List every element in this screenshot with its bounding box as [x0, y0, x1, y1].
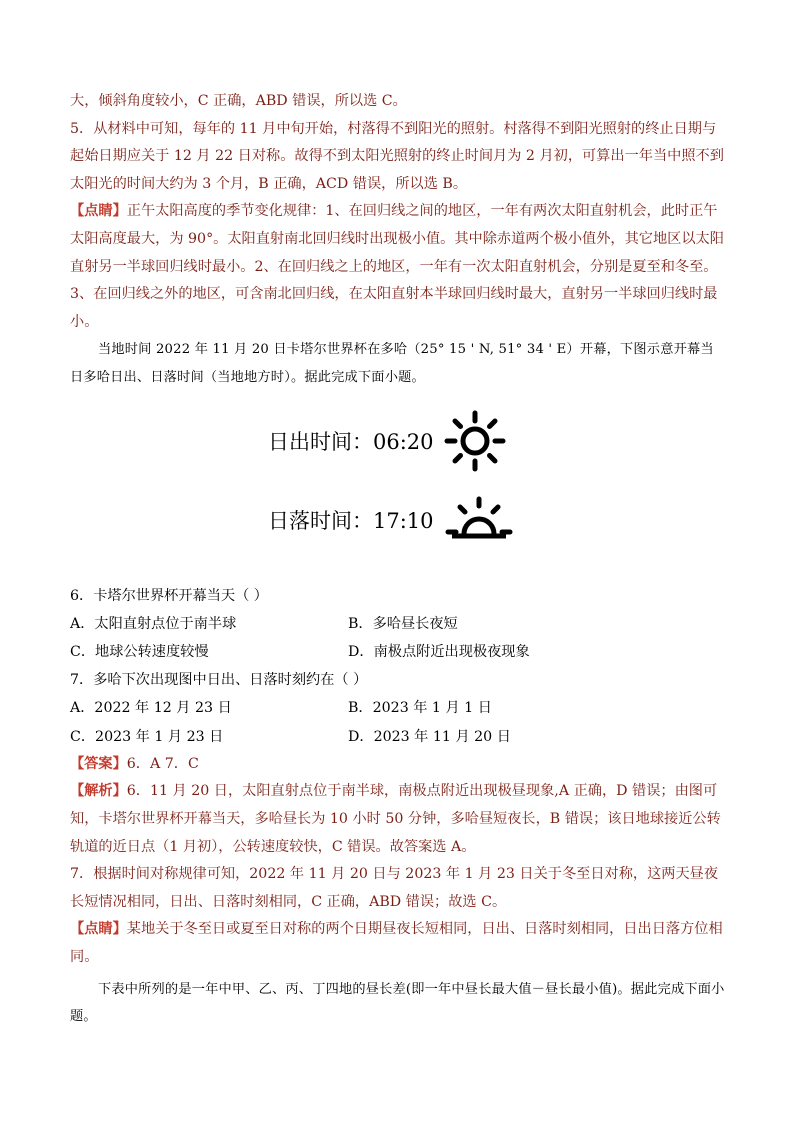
q6-option-d: D．南极点附近出现极夜现象 [348, 643, 530, 660]
tip-paragraph-1 [70, 198, 726, 336]
q6-option-a: A．太阳直射点位于南半球 [70, 615, 237, 632]
q7-options-row-1 [70, 694, 726, 722]
q7-option-a: A．2022 年 12 月 23 日 [70, 700, 232, 717]
q5-analysis: 5．从材料中可知，每年的 11 月中旬开始，村落得不到阳光的照射。村落得不到阳光照射的终止日期与起始日期应关于 12 月 22 日对称。故得不到太阳光照射的终止时间月为 2 月初，可算出一年当中照不到太阳光的时间大约为 3 个月，B 正确，ACD 错误，所以选 B。 [70, 120, 724, 192]
answer-text: 6．A 7．C [126, 755, 199, 772]
sunrise-row [268, 410, 506, 472]
tip-paragraph-2 [70, 916, 726, 971]
sunset-icon [444, 496, 514, 544]
analysis-q6-text: 6．11 月 20 日，太阳直射点位于南半球，南极点附近出现极昼现象,A 正确，D 错误；由图可知，卡塔尔世界杯开幕当天，多哈昼长为 10 小时 50 分钟，多哈昼短夜长，B 错误；该日地球接近公转轨道的近日点（1 月初），公转速度较快，C 错误。故答案选 A。 [70, 783, 721, 855]
q6-options-row-2 [70, 638, 726, 666]
analysis-q6 [70, 778, 726, 861]
q7-options-row-2 [70, 723, 726, 751]
q7-option-c: C．2023 年 1 月 23 日 [70, 728, 224, 745]
q6-option-c: C．地球公转速度较慢 [70, 643, 209, 660]
analysis-label: 【解析】 [70, 783, 127, 800]
answer-label: 【答案】 [70, 755, 127, 772]
material-intro: 当地时间 2022 年 11 月 20 日卡塔尔世界杯在多哈（25° 15 ' N, 51° 34 ' E）开幕，下图示意开幕当日多哈日出、日落时间（当地地方时）。据此完成下面小题。 [70, 342, 714, 385]
sun-icon [444, 410, 506, 472]
sunset-row [268, 496, 514, 544]
tip2-label: 【点睛】 [70, 921, 127, 938]
q7-option-d: D．2023 年 11 月 20 日 [348, 728, 511, 745]
analysis-q7: 7．根据时间对称规律可知，2022 年 11 月 20 日与 2023 年 1 月 23 日关于冬至日对称，这两天昼夜长短情况相同，日出、日落时刻相同，C 正确，ABD 错误；故选 C。 [70, 866, 719, 910]
answer-line [70, 751, 726, 779]
sunset-label: 日落时间：17:10 [268, 508, 434, 533]
page-content [70, 88, 726, 1031]
q6-stem: 6．卡塔尔世界杯开幕当天（ ） [70, 587, 268, 604]
tip-text: 正午太阳高度的季节变化规律：1、在回归线之间的地区，一年有两次太阳直射机会，此时正午太阳高度最大，为 90°。太阳直射南北回归线时出现极小值。其中除赤道两个极小值外，其它地区以太阳直射另一半球回归线时最小。2、在回归线之上的地区，一年有一次太阳直射机会，分别是夏至和冬至。3、在回归线之外的地区，可含南北回归线，在太阳直射本半球回归线时最大，直射另一半球回归线时最小。 [70, 203, 724, 330]
tip2-text: 某地关于冬至日或夏至日对称的两个日期昼夜长短相同，日出、日落时刻相同，日出日落方位相同。 [70, 921, 723, 965]
q6-option-b: B．多哈昼长夜短 [348, 615, 458, 632]
tip-label: 【点睛】 [70, 203, 127, 220]
sunrise-sunset-figure [70, 396, 726, 582]
next-material: 下表中所列的是一年中甲、乙、丙、丁四地的昼长差(即一年中昼长最大值－昼长最小值)。据此完成下面小题。 [70, 981, 725, 1025]
q6-options-row-1 [70, 610, 726, 638]
prev-answer-tail: 大，倾斜角度较小，C 正确，ABD 错误，所以选 C。 [70, 93, 407, 109]
q7-option-b: B．2023 年 1 月 1 日 [348, 700, 492, 717]
q7-stem: 7．多哈下次出现图中日出、日落时刻约在（ ） [70, 672, 368, 689]
sunrise-label: 日出时间：06:20 [268, 429, 434, 454]
